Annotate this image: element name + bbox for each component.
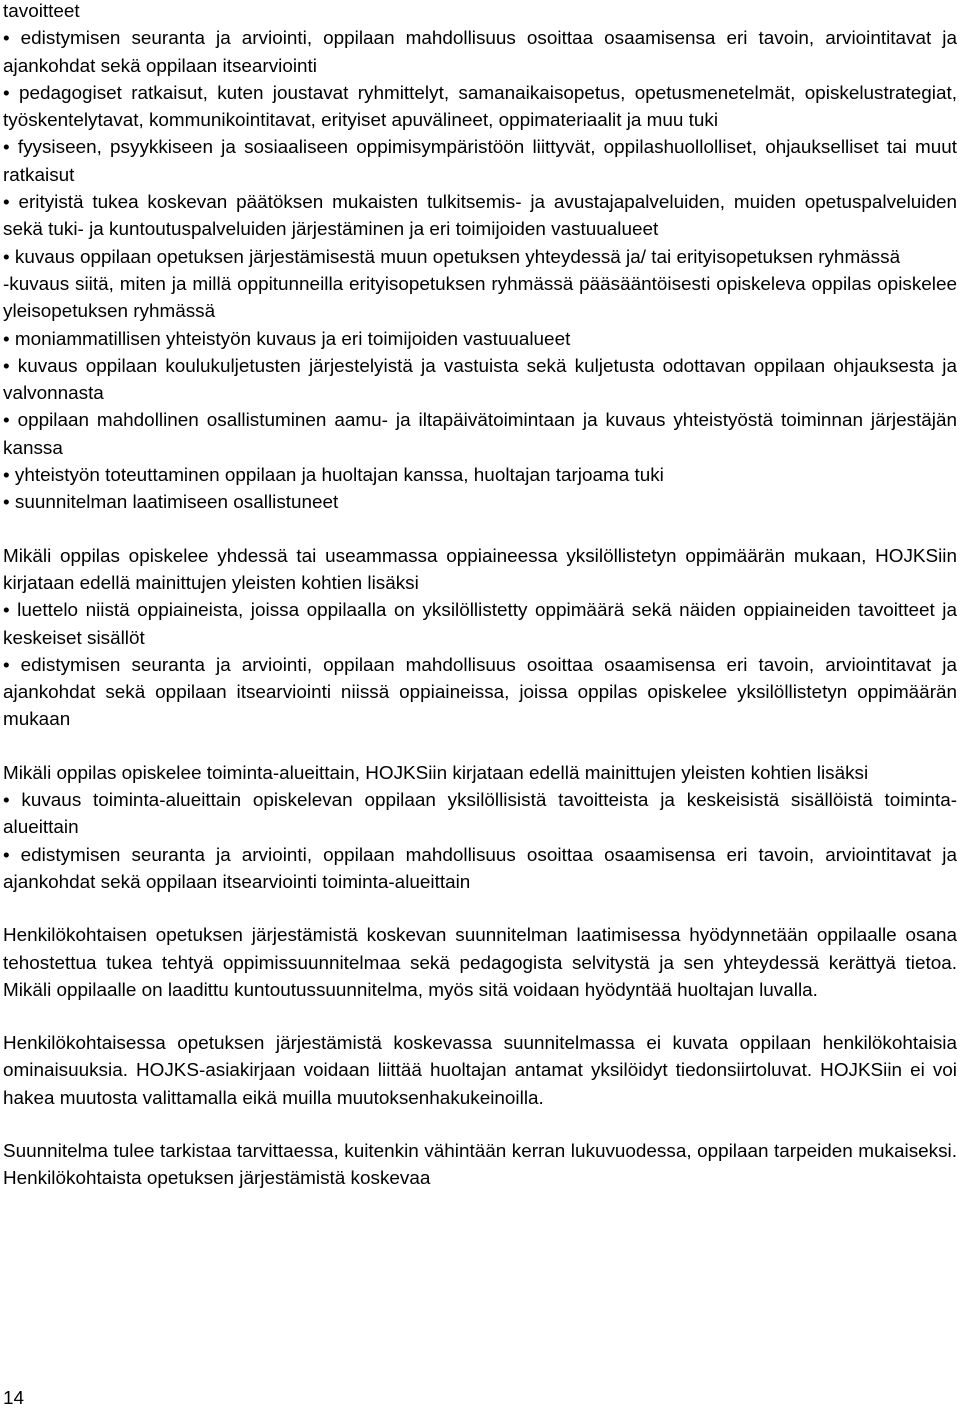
individualised-syllabus-list: [3, 597, 957, 733]
paragraph-plan-review: Suunnitelma tulee tarkistaa tarvittaessa, kuitenkin vähintään kerran lukuvuodessa, oppilaan tarpeiden mukaiseksi. Henkilökohtaista opetuksen järjestämistä koskevaa: [3, 1140, 957, 1190]
paragraph-gap: [3, 1004, 957, 1030]
requirements-list: [3, 25, 957, 516]
list-item: • edistymisen seuranta ja arviointi, oppilaan mahdollisuus osoittaa osaamisensa eri tavoin, arviointitavat ja ajankohdat sekä oppilaan itsearviointi toiminta-alueittain: [3, 842, 957, 897]
list-item: • oppilaan mahdollinen osallistuminen aamu- ja iltapäivätoimintaan ja kuvaus yhteistyöstä toiminnan järjestäjän kanssa: [3, 407, 957, 462]
document-page: [3, 0, 957, 1193]
list-item-subnote: -kuvaus siitä, miten ja millä oppitunneilla erityisopetuksen ryhmässä pääsääntöisesti opiskeleva oppilas opiskelee yleisopetuksen ryhmässä: [3, 273, 957, 323]
heading-fragment: tavoitteet: [3, 1, 80, 22]
list-item: • pedagogiset ratkaisut, kuten joustavat ryhmittelyt, samanaikaisopetus, opetusmenetelmät, opiskelustrategiat, työskentelytavat, kommunikointitavat, erityiset apuvälineet, oppimateriaalit ja muu tuki: [3, 80, 957, 135]
paragraph-gap: [3, 734, 957, 760]
list-item: • fyysiseen, psyykkiseen ja sosiaaliseen oppimisympäristöön liittyvät, oppilashuollolliset, ohjaukselliset tai muut ratkaisut: [3, 134, 957, 189]
paragraph-gap: [3, 1112, 957, 1138]
paragraph-gap: [3, 517, 957, 543]
list-item: • kuvaus toiminta-alueittain opiskelevan oppilaan yksilöllisistä tavoitteista ja keskeisistä sisällöistä toiminta-alueittain: [3, 787, 957, 842]
page-number: 14: [3, 1388, 25, 1409]
paragraph-gap: [3, 896, 957, 922]
list-item: • luettelo niistä oppiaineista, joissa oppilaalla on yksilöllistetty oppimäärä sekä näiden oppiaineiden tavoitteet ja keskeiset sisällöt: [3, 597, 957, 652]
paragraph-plan-content-limits: Henkilökohtaisessa opetuksen järjestämistä koskevassa suunnitelmassa ei kuvata oppilaan henkilökohtaisia ominaisuuksia. HOJKS-asiakirjaan voidaan liittää huoltajan antamat yksilöidyt tiedonsiirtoluvat. HOJKSiin ei voi hakea muutosta valittamalla eikä muilla muutoksenhakukeinoilla.: [3, 1033, 957, 1109]
list-item: • edistymisen seuranta ja arviointi, oppilaan mahdollisuus osoittaa osaamisensa eri tavoin, arviointitavat ja ajankohdat sekä oppilaan itsearviointi: [3, 25, 957, 80]
list-item: • erityistä tukea koskevan päätöksen mukaisten tulkitsemis- ja avustajapalveluiden, muiden opetuspalveluiden sekä tuki- ja kuntoutuspalveluiden järjestäminen ja eri toimijoiden vastuualueet: [3, 189, 957, 244]
list-item: • yhteistyön toteuttaminen oppilaan ja huoltajan kanssa, huoltajan tarjoama tuki: [3, 462, 957, 489]
list-item: • edistymisen seuranta ja arviointi, oppilaan mahdollisuus osoittaa osaamisensa eri tavoin, arviointitavat ja ajankohdat sekä oppilaan itsearviointi niissä oppiaineissa, joissa oppilas opiskelee yksilöllistetyn oppimäärän mukaan: [3, 652, 957, 734]
section-intro-activity-areas: Mikäli oppilas opiskelee toiminta-alueittain, HOJKSiin kirjataan edellä mainittujen yleisten kohtien lisäksi: [3, 762, 869, 784]
list-item: • kuvaus oppilaan koulukuljetusten järjestelyistä ja vastuista sekä kuljetusta odottavan oppilaan ohjauksesta ja valvonnasta: [3, 353, 957, 408]
list-item: • moniammatillisen yhteistyön kuvaus ja eri toimijoiden vastuualueet: [3, 326, 957, 353]
activity-areas-list: [3, 787, 957, 896]
section-intro-individualised-syllabus: Mikäli oppilas opiskelee yhdessä tai useammassa oppiaineessa yksilöllistetyn oppimäärän mukaan, HOJKSiin kirjataan edellä mainittujen yleisten kohtien lisäksi: [3, 545, 957, 594]
paragraph-plan-preparation: Henkilökohtaisen opetuksen järjestämistä koskevan suunnitelman laatimisessa hyödynnetään oppilaalle osana tehostettua tukea tehtyä oppimissuunnitelmaa sekä pedagogista selvitystä ja sen yhteydessä kerättyä tietoa. Mikäli oppilaalle on laadittu kuntoutussuunnitelma, myös sitä voidaan hyödyntää huoltajan luvalla.: [3, 925, 957, 1001]
list-item: • suunnitelman laatimiseen osallistuneet: [3, 489, 957, 516]
list-item: • kuvaus oppilaan opetuksen järjestämisestä muun opetuksen yhteydessä ja/ tai erityisopetuksen ryhmässä: [3, 244, 957, 271]
